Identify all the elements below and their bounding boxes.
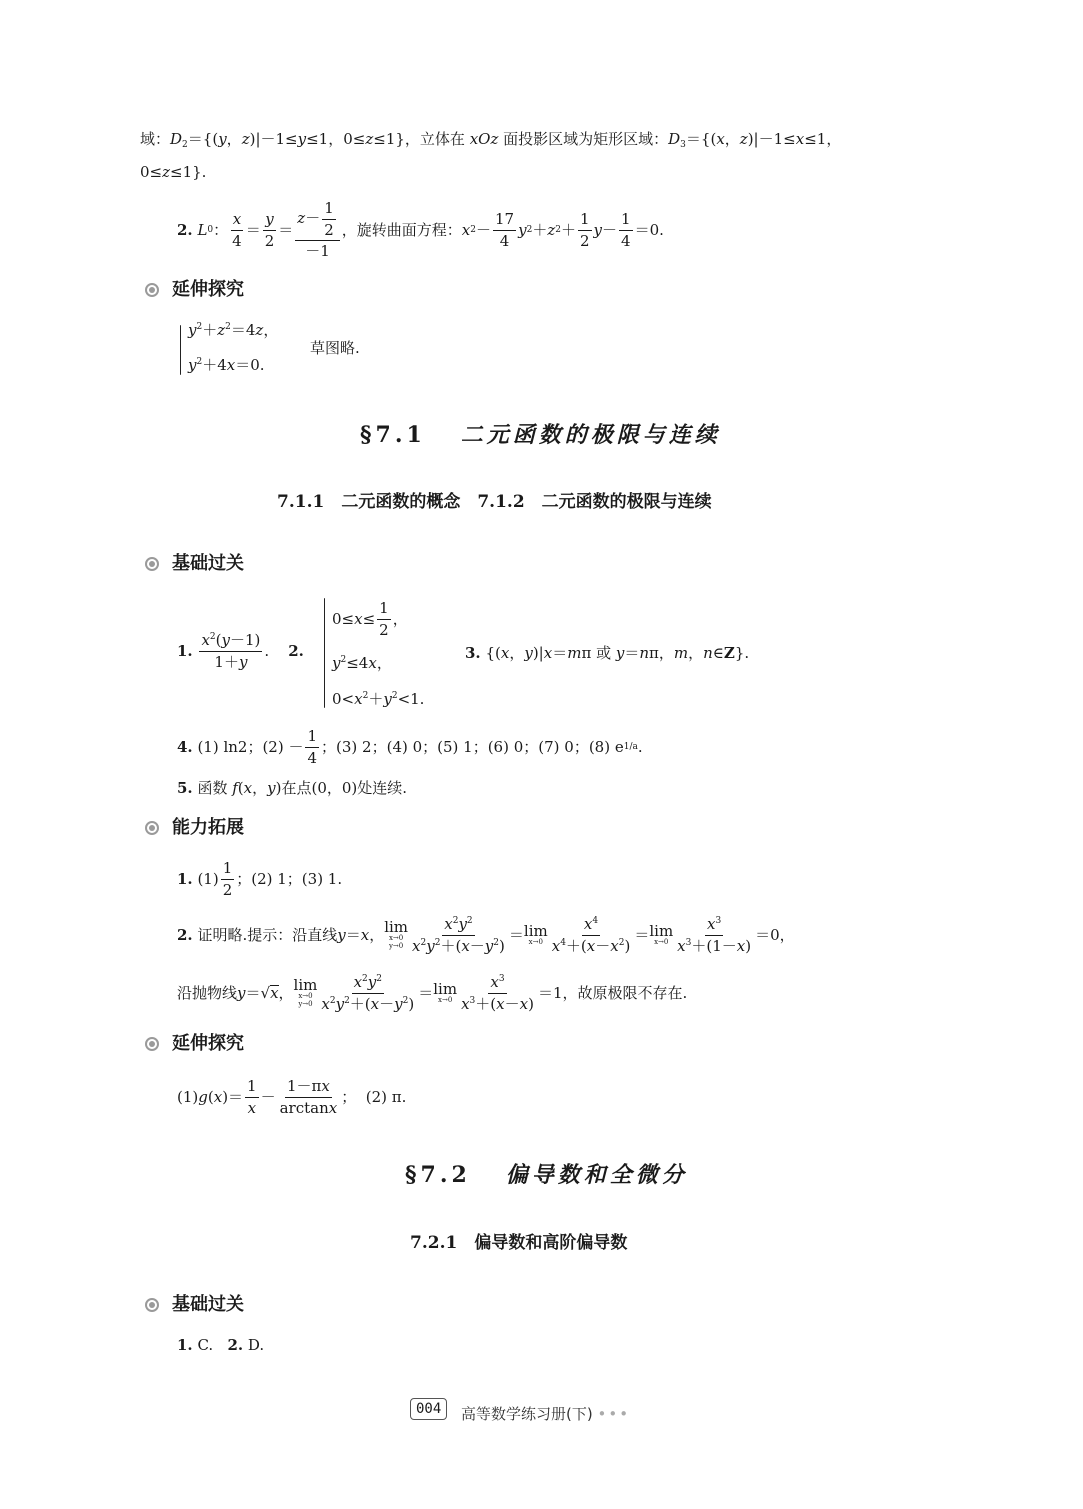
heading-extend-1: 延伸探究: [172, 279, 244, 300]
heading-basic-2: 基础过关: [172, 1294, 244, 1315]
book-title: 高等数学练习册(下) •••: [461, 1405, 631, 1423]
basic1-q3: 3. {(x，y)|x＝mπ 或 y＝nπ，m，n∈Z}.: [465, 644, 750, 662]
basic1-q5: 5. 函数 f(x，y)在点(0，0)处连续.: [177, 779, 408, 797]
brace-icon: [180, 325, 181, 375]
section-number: §7.1: [360, 422, 426, 448]
top-item-2: 2. L 0 ： $\frac{x}{4}$ ＝ $\frac{y}{2}$ ＝ z－ $\frac{1}{2}$ －1 ，旋转曲面方程： x 2 － $\frac{17}{4}$ y 2 ＋ z 2 ＋ $\frac{1}{2}$ y － $\frac{1}{4}$ ＝0.: [177, 199, 664, 261]
basic1-q2-line2: $y^2\le 4x$，: [332, 654, 392, 672]
heading-extend-2: 延伸探究: [172, 1033, 244, 1054]
page-number: 004: [410, 1398, 447, 1420]
top-line-2: 0≤z≤1}.: [140, 163, 207, 181]
section-name: 偏导数和全微分: [505, 1162, 688, 1188]
basic1-q2-line3: $0<x^2+y^2<1$.: [332, 690, 425, 708]
basic1-q1: 1. $\frac{x^2(y-1)}{1+y}$ . 2.: [177, 631, 304, 671]
ability-q2-line2: 沿抛物线 y ＝√ x ， lim x→0 y→0 $\frac{x^2y^2}{x^2y^2+(x-y^2)}$ ＝ lim x→0 $\frac{x^3}{x^3+(x-x)}$ ＝1，故原极限不存在.: [177, 973, 688, 1013]
bullet-icon: [145, 1298, 159, 1312]
ability-q1: 1. (1) $\frac{1}{2}$ ；(2) 1；(3) 1.: [177, 859, 343, 899]
extend1-eq1: $y^2+z^2=4z$，: [188, 321, 279, 339]
section-7-2-title: [405, 1164, 688, 1186]
basic1-q2-line1: 0≤ x ≤ $\frac{1}{2}$ ，: [332, 599, 408, 639]
top-line-1: 域：$D_2=\{(y$，z)|－1≤y≤1，0≤z≤1}，立体在 xOz 面投影区域为矩形区域：$D_3=\{(x$，z)|－1≤x≤1，: [140, 130, 842, 150]
brace-icon: [324, 598, 325, 708]
section-number: §7.2: [405, 1162, 471, 1188]
basic2-answers: 1. C. 2. D.: [177, 1336, 265, 1354]
subsection-7-2-1: 7.2.1 偏导数和高阶偏导数: [410, 1233, 628, 1253]
ability-q2-line1: 2. 证明略.提示：沿直线 y ＝ x ， lim x→0 y→0 $\frac{x^2y^2}{x^2y^2+(x-y^2)}$ ＝ lim x→0 $\frac{x^4}{x^4+(x-x^2)}$ ＝ lim x→0 $\frac{x^3}{x^3+(1-x)}$ ＝0，: [177, 915, 795, 955]
dots-icon: •••: [597, 1405, 631, 1423]
extend1-note: 草图略.: [310, 339, 360, 357]
heading-ability: 能力拓展: [172, 817, 244, 838]
subsection-7-1-1: 7.1.1 二元函数的概念 7.1.2 二元函数的极限与连续: [277, 492, 712, 512]
bullet-icon: [145, 1037, 159, 1051]
bullet-icon: [145, 821, 159, 835]
extend2-answer: (1) g ( x )＝ $\frac{1}{x}$ － $\frac{1-\pi x}{\arctan x}$ ； (2) π.: [177, 1077, 407, 1117]
heading-basic-1: 基础过关: [172, 553, 244, 574]
basic1-q4: 4. (1) ln2；(2) － $\frac{1}{4}$ ；(3) 2；(4) 0；(5) 1；(6) 0；(7) 0；(8) e 1/a .: [177, 727, 643, 767]
bullet-icon: [145, 283, 159, 297]
bullet-icon: [145, 557, 159, 571]
section-7-1-title: [360, 424, 721, 446]
section-name: 二元函数的极限与连续: [460, 422, 721, 448]
extend1-eq2: $y^2+4x=0$.: [188, 356, 265, 374]
